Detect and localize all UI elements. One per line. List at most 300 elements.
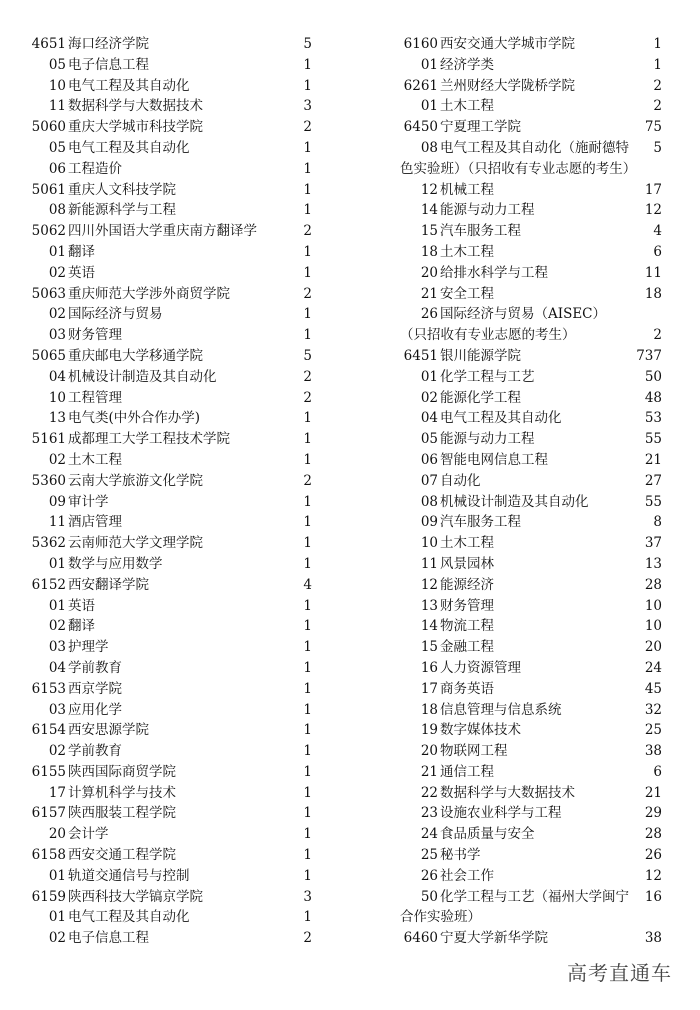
row-code: 17	[420, 680, 438, 697]
row-name: 陕西服装工程学院	[68, 805, 176, 822]
row-code: 02	[48, 264, 66, 281]
row-code: 12	[420, 181, 438, 198]
row-code: 5065	[31, 347, 66, 364]
row-name: 土木工程	[68, 451, 122, 468]
major-row	[372, 887, 672, 908]
major-row	[372, 429, 672, 450]
major-row	[0, 492, 330, 513]
row-code: 6451	[403, 347, 438, 364]
row-count: 1	[303, 701, 312, 718]
row-code: 5063	[31, 285, 66, 302]
row-name: 电气工程及其自动化（施耐德特	[440, 139, 629, 156]
school-row	[372, 76, 672, 97]
row-count: 1	[303, 639, 312, 656]
major-row	[372, 304, 672, 325]
row-code: 6159	[31, 888, 66, 905]
row-name: 电气工程及其自动化	[68, 139, 190, 156]
row-count: 2	[303, 285, 312, 302]
school-row	[0, 679, 330, 700]
row-count: 1	[303, 139, 312, 156]
row-count: 1	[303, 493, 312, 510]
row-count: 48	[644, 389, 662, 406]
row-name: 云南师范大学文理学院	[68, 535, 203, 552]
row-name: （只招收有专业志愿的考生）	[400, 327, 576, 344]
row-count: 1	[653, 36, 662, 52]
row-name: 物联网工程	[440, 743, 508, 760]
row-name: 翻译	[68, 618, 95, 635]
row-name: 数据科学与大数据技术	[68, 98, 203, 115]
row-code: 14	[420, 202, 438, 219]
row-name: 机械设计制造及其自动化	[440, 493, 589, 510]
left-column	[0, 34, 330, 949]
row-name: 英语	[68, 597, 95, 614]
row-count: 1	[303, 618, 312, 635]
row-code: 12	[420, 576, 438, 593]
row-name: 信息管理与信息系统	[440, 701, 562, 718]
major-row	[0, 367, 330, 388]
major-row	[0, 263, 330, 284]
major-row	[372, 741, 672, 762]
row-count: 11	[644, 264, 662, 281]
row-name: 给排水科学与工程	[440, 264, 548, 281]
row-code: 5362	[31, 535, 66, 552]
row-code: 06	[420, 451, 438, 468]
row-count: 3	[303, 888, 312, 905]
row-count: 4	[303, 576, 312, 593]
row-count: 2	[303, 119, 312, 136]
watermark-text: 高考直通车	[567, 961, 672, 985]
row-name: 合作实验班）	[400, 909, 481, 926]
row-count: 2	[653, 327, 662, 344]
row-code: 10	[48, 389, 66, 406]
major-row	[0, 450, 330, 471]
row-name: 电子信息工程	[68, 56, 149, 73]
row-count: 1	[303, 306, 312, 323]
row-code: 5060	[31, 119, 66, 136]
row-name: 翻译	[68, 243, 95, 260]
row-name: 审计学	[68, 493, 109, 510]
school-row	[0, 471, 330, 492]
row-count: 37	[644, 535, 662, 552]
major-row	[372, 180, 672, 201]
row-count: 1	[303, 264, 312, 281]
row-name: 陕西国际商贸学院	[68, 763, 176, 780]
row-count: 27	[644, 472, 662, 489]
row-name: 电气工程及其自动化	[68, 77, 190, 94]
major-row	[372, 408, 672, 429]
row-code: 02	[420, 389, 438, 406]
row-name: 土木工程	[440, 98, 494, 115]
major-row	[372, 554, 672, 575]
row-code: 02	[48, 306, 66, 323]
row-name: 能源经济	[440, 576, 494, 593]
row-count: 38	[644, 930, 662, 947]
row-name: 社会工作	[440, 867, 494, 884]
row-code: 6155	[31, 763, 66, 780]
school-row	[372, 346, 672, 367]
row-name: 数字媒体技术	[440, 722, 521, 739]
row-count: 1	[303, 160, 312, 177]
row-name: 西京学院	[68, 680, 122, 697]
major-row	[372, 200, 672, 221]
row-name: 自动化	[440, 472, 481, 489]
row-code: 15	[420, 639, 438, 656]
row-code: 26	[420, 306, 438, 323]
row-name: 智能电网信息工程	[440, 451, 548, 468]
major-row	[0, 928, 330, 949]
major-row	[0, 304, 330, 325]
row-code: 11	[48, 514, 66, 531]
row-count: 12	[644, 867, 662, 884]
row-name: 电子信息工程	[68, 930, 149, 947]
school-row	[0, 429, 330, 450]
row-code: 10	[420, 535, 438, 552]
row-name: 通信工程	[440, 763, 494, 780]
major-row	[0, 325, 330, 346]
row-name: 食品质量与安全	[440, 826, 535, 843]
row-count: 1	[303, 722, 312, 739]
row-name: 工程造价	[68, 160, 122, 177]
row-code: 01	[420, 56, 438, 73]
continuation-row	[372, 325, 672, 346]
major-row	[0, 512, 330, 533]
row-code: 5161	[31, 431, 66, 448]
row-name: 秘书学	[440, 847, 481, 864]
row-name: 汽车服务工程	[440, 223, 521, 240]
row-code: 5062	[31, 223, 66, 240]
row-count: 21	[644, 451, 662, 468]
row-code: 01	[48, 243, 66, 260]
row-name: 会计学	[68, 826, 109, 843]
row-name: 宁夏理工学院	[440, 119, 521, 136]
row-code: 08	[48, 202, 66, 219]
row-code: 6158	[31, 847, 66, 864]
row-name: 机械工程	[440, 181, 494, 198]
row-code: 6160	[403, 36, 438, 52]
row-name: 土木工程	[440, 243, 494, 260]
row-count: 10	[644, 597, 662, 614]
row-code: 6450	[403, 119, 438, 136]
row-count: 20	[644, 639, 662, 656]
row-count: 2	[303, 472, 312, 489]
row-count: 1	[303, 243, 312, 260]
row-count: 32	[644, 701, 662, 718]
row-count: 1	[653, 56, 662, 73]
row-name: 轨道交通信号与控制	[68, 867, 190, 884]
major-row	[0, 700, 330, 721]
major-row	[372, 367, 672, 388]
row-count: 38	[644, 743, 662, 760]
major-row	[0, 242, 330, 263]
row-name: 国际经济与贸易	[68, 306, 163, 323]
row-count: 6	[653, 763, 662, 780]
row-count: 4	[653, 223, 662, 240]
row-count: 6	[653, 243, 662, 260]
major-row	[372, 803, 672, 824]
major-row	[372, 284, 672, 305]
row-name: 电气工程及其自动化	[440, 410, 562, 427]
row-count: 1	[303, 431, 312, 448]
row-name: 工程管理	[68, 389, 122, 406]
right-column	[372, 34, 672, 949]
row-code: 11	[48, 98, 66, 115]
row-count: 45	[644, 680, 662, 697]
row-count: 1	[303, 451, 312, 468]
school-row	[372, 117, 672, 138]
row-code: 08	[420, 139, 438, 156]
row-code: 6152	[31, 576, 66, 593]
major-row	[0, 658, 330, 679]
major-row	[372, 242, 672, 263]
major-row	[372, 783, 672, 804]
row-count: 737	[636, 347, 662, 364]
row-name: 安全工程	[440, 285, 494, 302]
major-row	[372, 720, 672, 741]
row-name: 物流工程	[440, 618, 494, 635]
row-code: 07	[420, 472, 438, 489]
row-code: 14	[420, 618, 438, 635]
major-row	[0, 783, 330, 804]
row-code: 6157	[31, 805, 66, 822]
row-count: 1	[303, 659, 312, 676]
row-code: 17	[48, 784, 66, 801]
row-code: 03	[48, 327, 66, 344]
row-count: 1	[303, 763, 312, 780]
row-count: 55	[644, 431, 662, 448]
row-code: 18	[420, 243, 438, 260]
row-code: 01	[48, 867, 66, 884]
school-row	[0, 803, 330, 824]
row-name: 设施农业科学与工程	[440, 805, 562, 822]
row-name: 汽车服务工程	[440, 514, 521, 531]
row-code: 10	[48, 77, 66, 94]
row-count: 2	[303, 930, 312, 947]
row-count: 13	[644, 555, 662, 572]
row-code: 08	[420, 493, 438, 510]
row-code: 21	[420, 285, 438, 302]
row-count: 1	[303, 535, 312, 552]
row-count: 1	[303, 181, 312, 198]
row-count: 1	[303, 826, 312, 843]
major-row	[372, 762, 672, 783]
row-name: 机械设计制造及其自动化	[68, 368, 217, 385]
major-row	[372, 700, 672, 721]
major-row	[372, 533, 672, 554]
major-row	[0, 637, 330, 658]
row-count: 10	[644, 618, 662, 635]
row-code: 09	[420, 514, 438, 531]
major-row	[0, 616, 330, 637]
row-name: 云南大学旅游文化学院	[68, 472, 203, 489]
major-row	[372, 679, 672, 700]
row-code: 05	[48, 139, 66, 156]
major-row	[0, 159, 330, 180]
major-row	[0, 76, 330, 97]
row-count: 24	[644, 659, 662, 676]
school-row	[372, 34, 672, 55]
school-row	[0, 887, 330, 908]
major-row	[0, 907, 330, 928]
row-count: 17	[644, 181, 662, 198]
major-row	[0, 388, 330, 409]
row-code: 24	[420, 826, 438, 843]
row-name: 西安交通大学城市学院	[440, 36, 575, 52]
row-count: 28	[644, 576, 662, 593]
row-name: 能源与动力工程	[440, 431, 535, 448]
continuation-row	[372, 907, 672, 928]
row-count: 2	[653, 77, 662, 94]
row-name: 能源与动力工程	[440, 202, 535, 219]
row-code: 04	[420, 410, 438, 427]
row-code: 21	[420, 763, 438, 780]
major-row	[0, 200, 330, 221]
row-count: 16	[644, 888, 662, 905]
school-row	[0, 221, 330, 242]
row-name: 英语	[68, 264, 95, 281]
row-code: 18	[420, 701, 438, 718]
row-code: 16	[420, 659, 438, 676]
row-name: 学前教育	[68, 743, 122, 760]
row-count: 75	[644, 119, 662, 136]
row-name: 电气工程及其自动化	[68, 909, 190, 926]
row-code: 01	[48, 597, 66, 614]
row-count: 25	[644, 722, 662, 739]
row-code: 06	[48, 160, 66, 177]
row-count: 1	[303, 784, 312, 801]
row-code: 23	[420, 805, 438, 822]
row-count: 50	[644, 368, 662, 385]
major-row	[0, 596, 330, 617]
major-row	[372, 55, 672, 76]
row-name: 财务管理	[68, 327, 122, 344]
major-row	[372, 221, 672, 242]
row-count: 18	[644, 285, 662, 302]
row-name: 人力资源管理	[440, 659, 521, 676]
row-code: 6460	[403, 930, 438, 947]
row-name: 数学与应用数学	[68, 555, 163, 572]
row-code: 05	[420, 431, 438, 448]
row-count: 3	[303, 98, 312, 115]
row-name: 西安翻译学院	[68, 576, 149, 593]
row-code: 01	[48, 555, 66, 572]
row-name: 成都理工大学工程技术学院	[68, 431, 230, 448]
school-row	[0, 762, 330, 783]
row-name: 计算机科学与技术	[68, 784, 176, 801]
row-code: 04	[48, 368, 66, 385]
row-name: 护理学	[68, 639, 109, 656]
row-name: 银川能源学院	[440, 347, 521, 364]
row-code: 03	[48, 639, 66, 656]
major-row	[372, 616, 672, 637]
row-count: 12	[644, 202, 662, 219]
school-row	[0, 180, 330, 201]
row-name: 金融工程	[440, 639, 494, 656]
major-row	[372, 845, 672, 866]
major-row	[372, 96, 672, 117]
row-name: 重庆邮电大学移通学院	[68, 347, 203, 364]
row-code: 02	[48, 743, 66, 760]
row-code: 22	[420, 784, 438, 801]
row-name: 海口经济学院	[68, 36, 149, 52]
major-row	[372, 596, 672, 617]
major-row	[0, 55, 330, 76]
row-count: 1	[303, 597, 312, 614]
row-name: 重庆大学城市科技学院	[68, 119, 203, 136]
row-name: 四川外国语大学重庆南方翻译学	[68, 223, 257, 240]
row-name: 应用化学	[68, 701, 122, 718]
major-row	[0, 554, 330, 575]
row-count: 5	[303, 347, 312, 364]
major-row	[372, 512, 672, 533]
major-row	[372, 824, 672, 845]
major-row	[0, 741, 330, 762]
row-code: 6153	[31, 680, 66, 697]
row-code: 26	[420, 867, 438, 884]
row-count: 1	[303, 410, 312, 427]
row-name: 学前教育	[68, 659, 122, 676]
row-count: 1	[303, 805, 312, 822]
major-row	[372, 138, 672, 159]
major-row	[0, 408, 330, 429]
row-code: 03	[48, 701, 66, 718]
row-count: 1	[303, 56, 312, 73]
row-code: 50	[420, 888, 438, 905]
major-row	[372, 471, 672, 492]
row-code: 09	[48, 493, 66, 510]
major-row	[372, 575, 672, 596]
row-name: 数据科学与大数据技术	[440, 784, 575, 801]
row-count: 1	[303, 909, 312, 926]
row-code: 6261	[403, 77, 438, 94]
school-row	[0, 575, 330, 596]
school-row	[0, 720, 330, 741]
row-code: 05	[48, 56, 66, 73]
major-row	[0, 138, 330, 159]
school-row	[0, 346, 330, 367]
row-code: 13	[420, 597, 438, 614]
row-count: 2	[653, 98, 662, 115]
row-code: 01	[420, 98, 438, 115]
row-name: 土木工程	[440, 535, 494, 552]
school-row	[0, 117, 330, 138]
row-count: 1	[303, 867, 312, 884]
school-row	[0, 34, 330, 55]
major-row	[0, 824, 330, 845]
row-name: 西安思源学院	[68, 722, 149, 739]
row-count: 8	[653, 514, 662, 531]
row-code: 02	[48, 451, 66, 468]
row-name: 电气类(中外合作办学)	[68, 410, 201, 427]
major-row	[372, 388, 672, 409]
row-name: 色实验班）（只招收有专业志愿的考生）	[400, 160, 637, 177]
row-code: 02	[48, 930, 66, 947]
row-code: 20	[48, 826, 66, 843]
major-row	[372, 637, 672, 658]
row-count: 1	[303, 514, 312, 531]
row-count: 2	[303, 389, 312, 406]
major-row	[372, 492, 672, 513]
row-name: 重庆师范大学涉外商贸学院	[68, 285, 230, 302]
row-count: 53	[644, 410, 662, 427]
major-row	[372, 450, 672, 471]
row-code: 20	[420, 264, 438, 281]
row-name: 酒店管理	[68, 514, 122, 531]
row-name: 化学工程与工艺	[440, 368, 535, 385]
row-code: 25	[420, 847, 438, 864]
row-code: 5360	[31, 472, 66, 489]
row-name: 商务英语	[440, 680, 494, 697]
row-code: 13	[48, 410, 66, 427]
